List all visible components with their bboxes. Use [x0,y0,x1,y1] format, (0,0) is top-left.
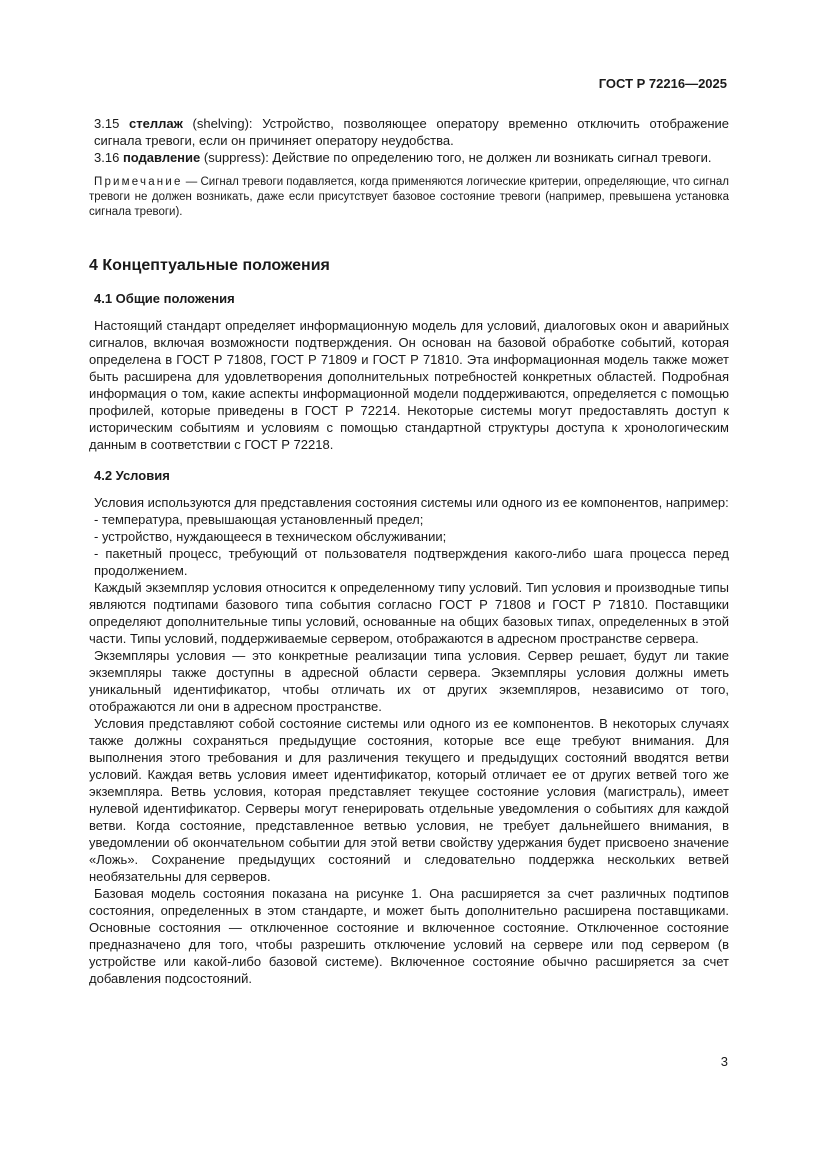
section-4-2-title: 4.2 Условия [94,468,170,483]
definition-term: подавление [122,150,201,165]
definition-number: 3.16 [94,150,120,165]
list-item: - пакетный процесс, требующий от пользователя подтверждения какого-либо шага процесса перед продолжением. [94,546,729,578]
definition-english: (suppress): [203,150,269,165]
page-number: 3 [720,1054,728,1069]
paragraph: Условия используются для представления состояния системы или одного из ее компонентов, например: [94,495,729,510]
definition-term: стеллаж [129,116,183,131]
paragraph: Настоящий стандарт определяет информационную модель для условий, диалоговых окон и аварийных сигналов, включая возможности подтверждения. Он основан на базовой обработке событий, которая определена в ГОСТ Р 71808, ГОСТ Р 71809 и ГОСТ Р 71810. Эта информационная модель также может быть расширена для удовлетворения дополнительных потребностей конкретных областей. Подробная информация о том, какие аспекты информационной модели поддерживаются, определяется с помощью профилей, которые приведены в ГОСТ Р 72214. Некоторые системы могут предоставлять доступ к историческим событиям и условиям с помощью стандартной структуры доступа к хронологическим данным в соответствии с ГОСТ Р 72218. [89,318,729,452]
paragraph: Условия представляют собой состояние системы или одного из ее компонентов. В некоторых случаях также должны сохраняться предыдущие состояния, которые все еще требуют внимания. Для выполнения этого требования и для различения текущего и предыдущих состояний вводятся ветви условий. Каждая ветвь условия имеет идентификатор, который отличает ее от других ветвей того же экземпляра. Ветвь условия, которая представляет текущее состояние условия (магистраль), имеет нулевой идентификатор. Серверы могут генерировать отдельные уведомления о событиях для каждой ветви. Когда состояние, представленное ветвью условия, не требует дальнейшего внимания, в уведомлении об окончательном событии для этой ветви свойству удержания будет присвоено значение «Ложь». Сохранение предыдущих состояний и следовательно поддержка нескольких ветвей необязательны для серверов. [89,716,729,884]
page-body [89,115,729,987]
note-label: Примечание [94,176,183,188]
list-item: - температура, превышающая установленный предел; [94,512,424,527]
definition-text: Устройство, позволяющее оператору временно отключить отображение сигнала тревоги, если он причиняет оператору неудобства. [94,116,729,148]
definition-text: Действие по определению того, не должен ли возникать сигнал тревоги. [272,150,712,165]
definition-number: 3.15 [94,116,120,131]
paragraph: Каждый экземпляр условия относится к определенному типу условий. Тип условия и производные типы являются подтипами базового типа события согласно ГОСТ Р 71808 и ГОСТ Р 71810. Поставщики определяют дополнительные типы условий, основанные на общих базовых типах, определенных в этой части. Типы условий, поддерживаемые сервером, отображаются в адресном пространстве сервера. [89,580,729,646]
document-code: ГОСТ Р 72216—2025 [598,76,727,91]
definition-3-16 [89,149,729,166]
section-4-1-title: 4.1 Общие положения [94,291,235,306]
definition-3-15 [89,115,729,149]
note [89,175,729,220]
definition-english: (shelving): [192,116,253,131]
note-text: — Сигнал тревоги подавляется, когда применяются логические критерии, определяющие, что сигнал тревоги не должен возникать, даже если присутствует базовое состояние тревоги (например, превышена установка сигнала тревоги). [89,176,729,218]
section-4-title: 4 Концептуальные положения [89,257,330,274]
paragraph: Базовая модель состояния показана на рисунке 1. Она расширяется за счет различных подтипов состояния, определенных в этом стандарте, и может быть дополнительно расширена поставщиками. Основные состояния — отключенное состояние и включенное состояние. Отключенное состояние предназначено для того, чтобы разрешить отключение условий на сервере или под сервером (в устройстве или какой-либо базовой системе). Включенное состояние обычно расширяется за счет добавления подсостояний. [89,886,729,986]
paragraph: Экземпляры условия — это конкретные реализации типа условия. Сервер решает, будут ли такие экземпляры также доступны в адресной области сервера. Экземпляры условия должны иметь уникальный идентификатор, чтобы отличать их от других экземпляров, независимо от того, отображаются ли они в адресном пространстве. [89,648,729,714]
list-item: - устройство, нуждающееся в техническом обслуживании; [94,529,447,544]
